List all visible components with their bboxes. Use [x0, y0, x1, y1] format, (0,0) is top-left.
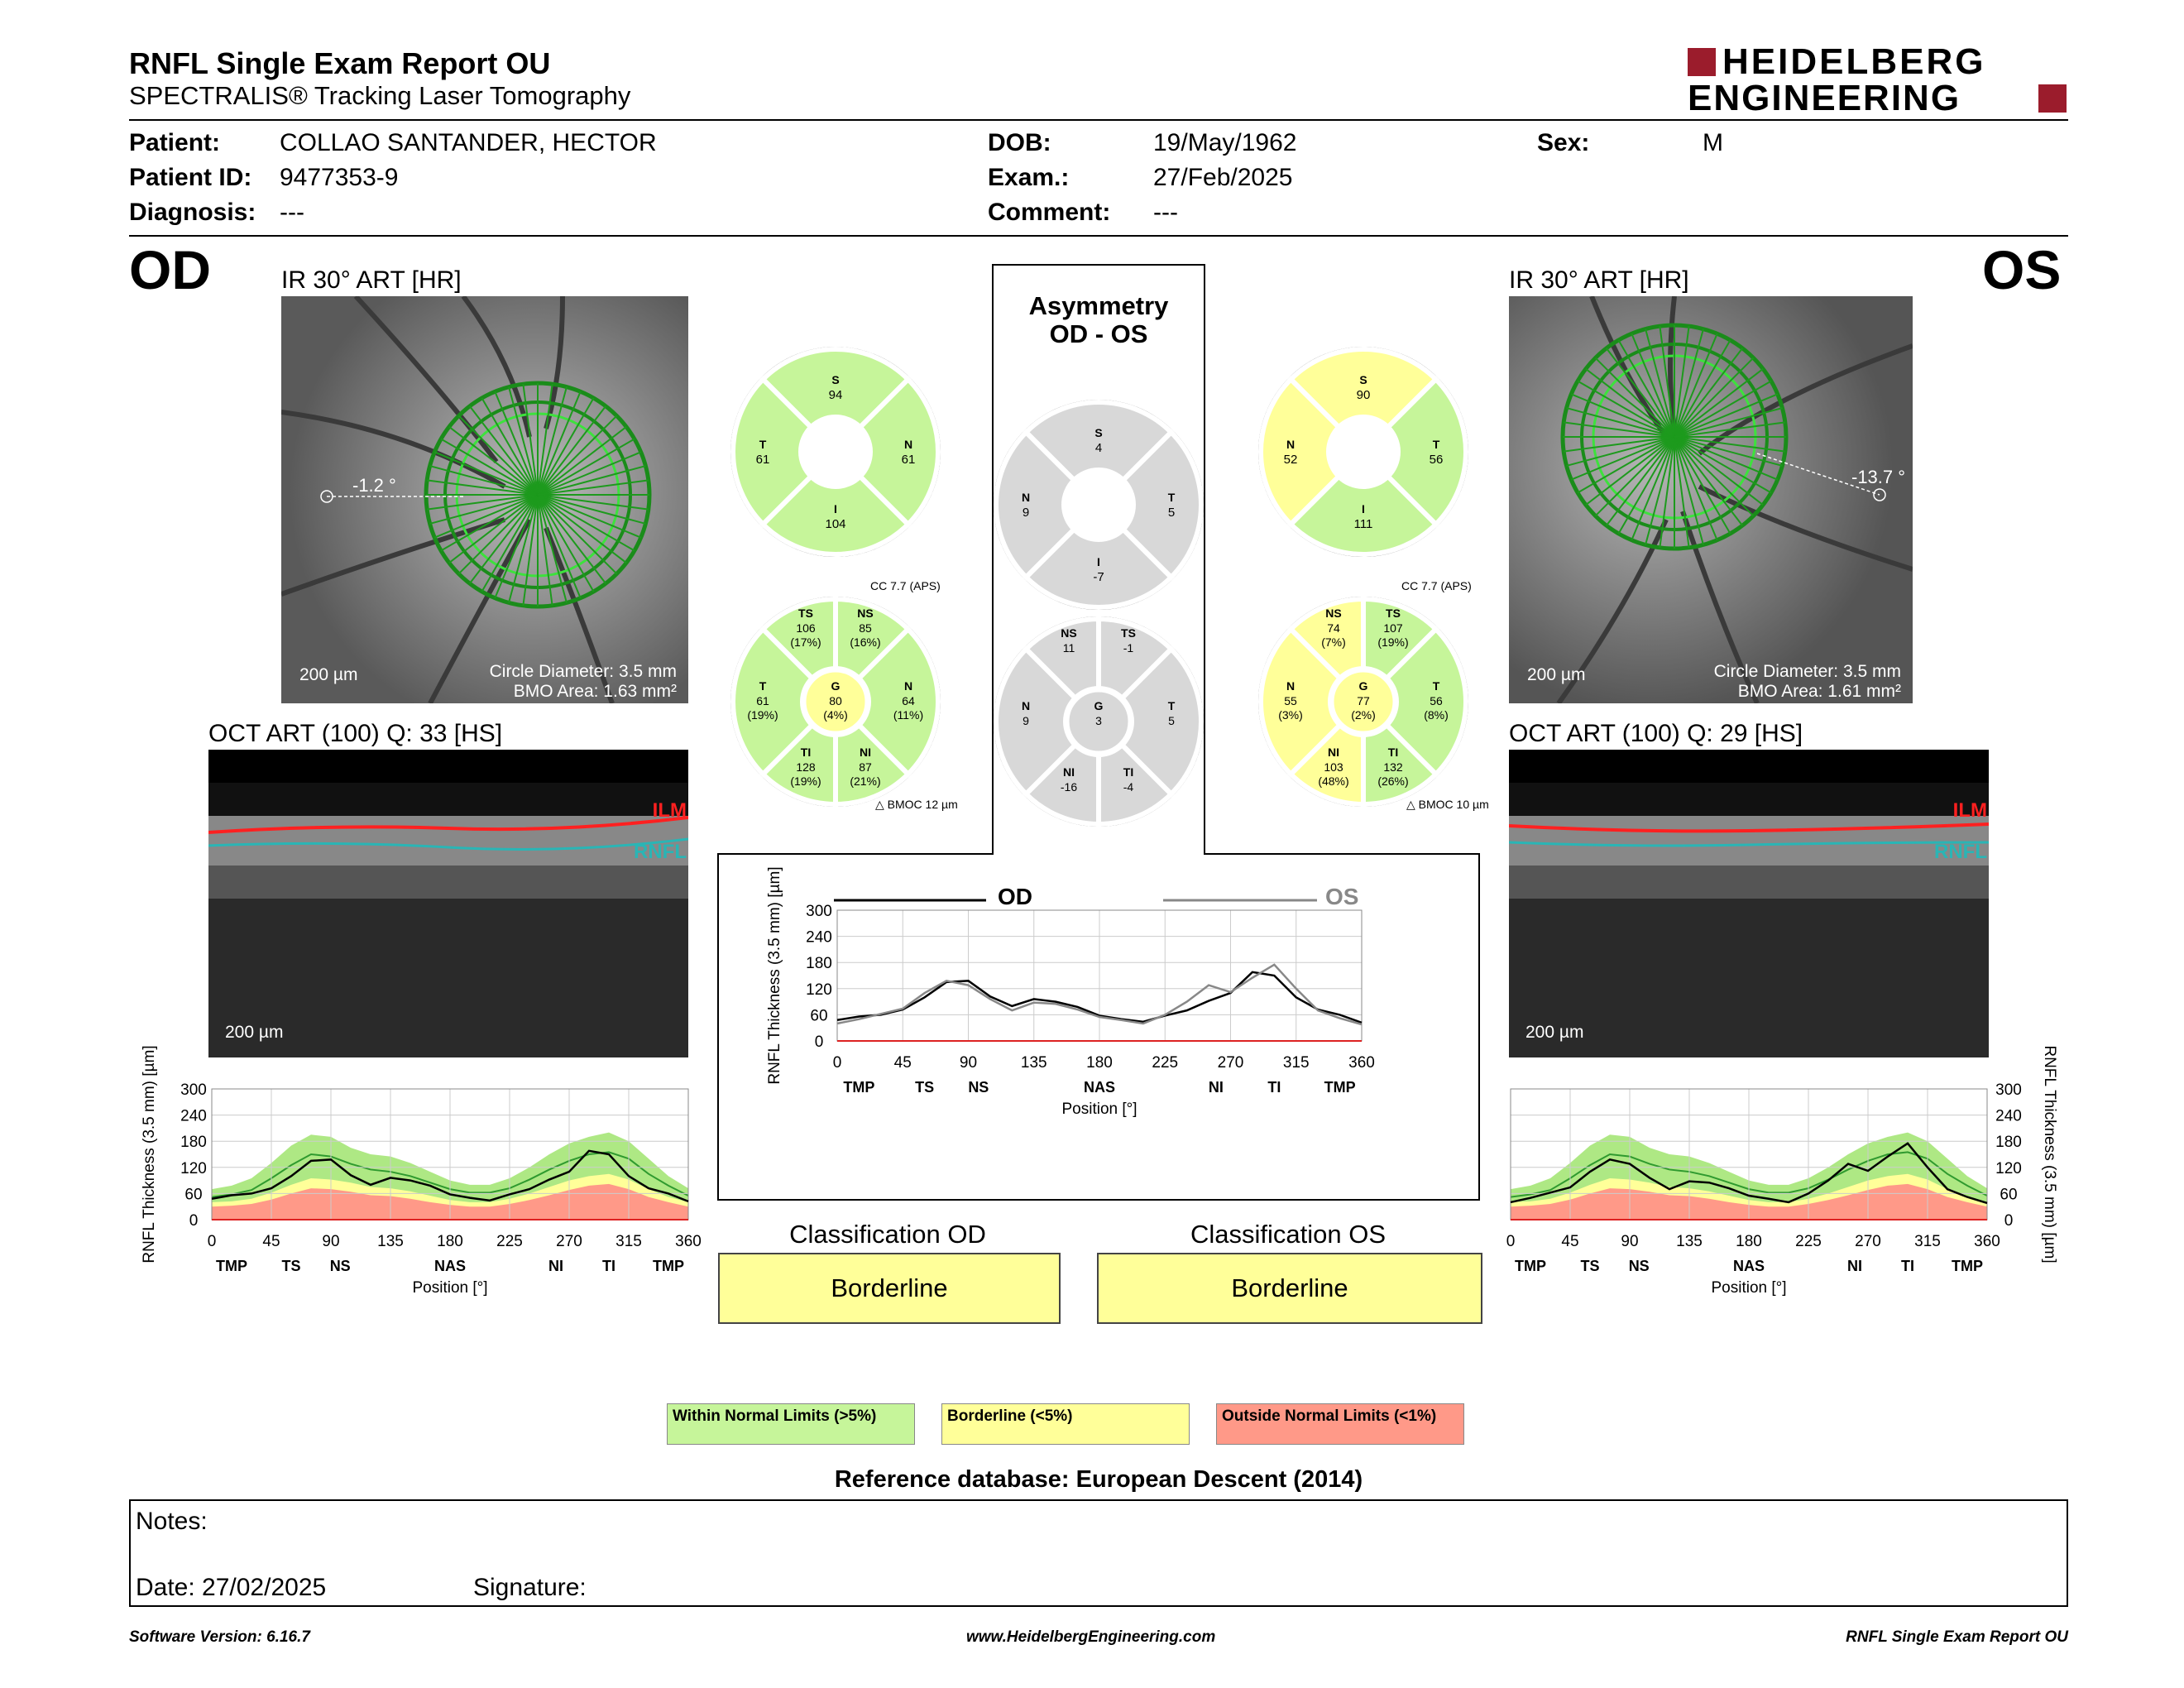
x-tick-label: 45 — [893, 1054, 912, 1072]
os-seven-sector-sector-value: 107 — [1383, 621, 1403, 635]
classification-od-box: Borderline — [718, 1253, 1061, 1324]
x-tick-label: 225 — [1152, 1054, 1179, 1072]
asym-seven-sector-sector-name: NS — [1061, 626, 1077, 640]
x-tick-label: 315 — [1914, 1233, 1941, 1250]
y-tick-label: 180 — [1995, 1134, 2022, 1152]
region-label: TS — [281, 1258, 301, 1274]
os-angle: -13.7 ° — [1851, 467, 1906, 487]
od-seven-sector-sector-value: (21%) — [850, 774, 881, 788]
footer-website: www.HeidelbergEngineering.com — [966, 1628, 1216, 1646]
region-label: NS — [329, 1258, 351, 1274]
asym-seven-sector-sector-name: G — [1094, 699, 1104, 712]
y-tick-label: 300 — [1995, 1081, 2022, 1099]
y-tick-label: 120 — [806, 981, 832, 999]
x-tick-label: 180 — [437, 1233, 463, 1250]
os-seven-sector-sector-value: (8%) — [1424, 708, 1449, 722]
y-tick-label: 240 — [806, 928, 832, 947]
region-label: NI — [548, 1258, 563, 1274]
od-seven-sector-sector-name: G — [831, 679, 841, 693]
os-seven-sector-sector-value: 77 — [1357, 694, 1370, 707]
region-label: TI — [1901, 1258, 1914, 1274]
od-oct-scale: 200 µm — [225, 1023, 284, 1042]
asym-six-sector-sector-name: S — [1094, 426, 1103, 439]
os-six-sector-sector-value: 52 — [1283, 453, 1298, 467]
od-eye-label: OD — [129, 239, 211, 300]
asym-seven-sector-sector-value: -4 — [1123, 780, 1134, 794]
od-seven-sector-sector-value: (19%) — [747, 708, 778, 722]
region-label: TMP — [1515, 1258, 1546, 1274]
od-bmo-area: BMO Area: 1.63 mm² — [513, 682, 677, 701]
x-tick-label: 135 — [377, 1233, 404, 1250]
x-tick-label: 225 — [1795, 1233, 1822, 1250]
region-label: TMP — [216, 1258, 247, 1274]
od-seven-sector-sector-name: TI — [800, 746, 812, 759]
y-tick-label: 180 — [180, 1134, 207, 1152]
od-seven-sector-sector-value: 128 — [796, 760, 816, 774]
region-label: TI — [602, 1258, 615, 1274]
x-tick-label: 270 — [1217, 1054, 1244, 1072]
os-ilm-label: ILM — [1952, 799, 1987, 822]
y-axis-label: RNFL Thickness (3.5 mm) [µm] — [766, 866, 783, 1085]
os-seven-sector-sector-value: (48%) — [1318, 774, 1349, 788]
os-six-sector-sector-value: 111 — [1353, 517, 1373, 531]
asym-title-1: Asymmetry — [1028, 291, 1169, 320]
diagnosis-value: --- — [280, 199, 304, 226]
os-seven-sector-sector-name: NS — [1325, 607, 1342, 620]
od-seven-sector-sector-value: (4%) — [823, 708, 848, 722]
os-seven-sector-sector-value: (19%) — [1377, 635, 1409, 649]
patient-id-label: Patient ID: — [129, 164, 252, 191]
od-seven-sector-sector-value: 87 — [859, 760, 872, 774]
x-tick-label: 180 — [1736, 1233, 1762, 1250]
logo-text-1: HEIDELBERG — [1722, 41, 1986, 82]
x-tick-label: 225 — [496, 1233, 523, 1250]
center-os-label: OS — [1325, 884, 1359, 909]
asym-seven-sector-sector-value: 3 — [1095, 714, 1102, 727]
notes-label: Notes: — [136, 1508, 208, 1535]
os-seven-sector-sector-value: (3%) — [1278, 708, 1303, 722]
asym-seven-sector-sector-name: TI — [1123, 765, 1134, 779]
od-seven-sector-sector-value: (19%) — [790, 774, 821, 788]
report-subtitle: SPECTRALIS® Tracking Laser Tomography — [129, 81, 631, 110]
x-tick-label: 90 — [1621, 1233, 1639, 1250]
logo-text-2: ENGINEERING — [1688, 78, 1961, 118]
os-seven-sector-sector-name: TS — [1386, 607, 1401, 620]
reference-database: Reference database: European Descent (2014) — [834, 1466, 1363, 1493]
od-seven-sector-sector-value: 64 — [902, 694, 915, 707]
os-seven-sector-sector-value: 132 — [1383, 760, 1403, 774]
od-seven-sector-sector-name: TS — [798, 607, 813, 620]
os-circle-diameter: Circle Diameter: 3.5 mm — [1713, 662, 1901, 681]
region-label: NAS — [433, 1258, 467, 1274]
od-seven-sector-sector-value: 80 — [829, 694, 842, 707]
y-tick-label: 0 — [814, 1033, 824, 1051]
os-seven-sector-sector-name: TI — [1387, 746, 1399, 759]
notes-box — [129, 1499, 2068, 1607]
os-six-sector-sector-name: T — [1432, 438, 1440, 451]
x-tick-label: 360 — [1348, 1054, 1375, 1072]
region-label: TI — [1267, 1079, 1281, 1096]
x-axis-label: Position [°] — [1711, 1279, 1787, 1297]
asym-six-sector-sector-value: 4 — [1094, 441, 1103, 455]
classification-os-box: Borderline — [1097, 1253, 1482, 1324]
y-tick-label: 240 — [180, 1107, 207, 1125]
asym-seven-sector-sector-name: NI — [1063, 765, 1075, 779]
od-six-sector-sector-value: 104 — [825, 517, 846, 531]
y-tick-label: 180 — [806, 955, 832, 973]
os-eye-label: OS — [1982, 239, 2062, 300]
os-six-sector-sector-name: I — [1362, 502, 1365, 516]
os-ir-title: IR 30° ART [HR] — [1509, 266, 1689, 294]
region-label: NI — [1208, 1079, 1224, 1096]
asym-six-sector-sector-value: -7 — [1093, 570, 1104, 584]
x-tick-label: 315 — [615, 1233, 642, 1250]
y-tick-label: 120 — [180, 1159, 207, 1177]
os-bmo-area: BMO Area: 1.61 mm² — [1737, 682, 1901, 701]
asym-title-2: OD - OS — [1049, 319, 1148, 348]
y-tick-label: 60 — [184, 1186, 203, 1204]
sex-label: Sex: — [1537, 129, 1590, 156]
asym-six-sector-sector-value: 5 — [1167, 506, 1176, 520]
od-seven-sector-sector-name: N — [903, 679, 913, 693]
asym-seven-sector-sector-value: 9 — [1023, 714, 1029, 727]
od-six-sector-sector-name: S — [831, 373, 840, 386]
os-seven-sector-sector-name: NI — [1328, 746, 1339, 759]
os-seven-sector-sector-name: G — [1358, 679, 1368, 693]
od-seven-sector-sector-value: (11%) — [893, 708, 924, 722]
notes-date: Date: 27/02/2025 — [136, 1574, 327, 1601]
y-axis-label: RNFL Thickness (3.5 mm) [µm] — [2041, 1045, 2058, 1264]
od-seven-sector-sector-name: T — [759, 679, 767, 693]
os-six-sector-sector-name: S — [1359, 373, 1367, 386]
os-oct-title: OCT ART (100) Q: 29 [HS] — [1509, 720, 1803, 747]
os-oct-scale: 200 µm — [1525, 1023, 1584, 1042]
x-tick-label: 360 — [1974, 1233, 2000, 1250]
od-seven-sector-sector-name: NI — [860, 746, 871, 759]
asym-six-sector-sector-name: T — [1167, 491, 1176, 504]
x-tick-label: 270 — [1855, 1233, 1881, 1250]
asym-seven-sector-sector-name: N — [1021, 699, 1031, 712]
classification-os-title: Classification OS — [1190, 1220, 1387, 1249]
dob-label: DOB: — [988, 129, 1051, 156]
asym-seven-sector-sector-name: T — [1167, 699, 1176, 712]
asym-seven-sector-sector-value: -16 — [1060, 780, 1078, 794]
os-seven-sector-sector-value: (7%) — [1321, 635, 1346, 649]
os-seven-sector-sector-value: 74 — [1327, 621, 1340, 635]
od-ilm-label: ILM — [652, 799, 687, 822]
x-tick-label: 135 — [1020, 1054, 1047, 1072]
y-tick-label: 0 — [189, 1212, 199, 1230]
od-rnfl-label: RNFL — [634, 841, 687, 863]
x-tick-label: 315 — [1282, 1054, 1310, 1072]
region-label: TS — [1580, 1258, 1600, 1274]
od-seven-sector-sector-value: (17%) — [790, 635, 821, 649]
sex-value: M — [1703, 129, 1723, 156]
y-tick-label: 120 — [1995, 1159, 2022, 1177]
region-label: NAS — [1732, 1258, 1765, 1274]
od-angle: -1.2 ° — [352, 475, 396, 496]
diagnosis-label: Diagnosis: — [129, 199, 256, 226]
x-tick-label: 270 — [556, 1233, 582, 1250]
region-label: TMP — [1952, 1258, 1983, 1274]
x-tick-label: 0 — [832, 1054, 842, 1072]
center-od-label: OD — [998, 884, 1032, 909]
os-six-sector-sector-value: 90 — [1356, 388, 1371, 402]
od-seven-sector-sector-value: 61 — [756, 694, 769, 707]
os-seven-sector-sector-value: 56 — [1430, 694, 1443, 707]
legend-within: Within Normal Limits (>5%) — [667, 1403, 915, 1445]
od-seven-sector-sector-value: 85 — [859, 621, 872, 635]
dob-value: 19/May/1962 — [1153, 129, 1297, 156]
x-axis-label: Position [°] — [1061, 1101, 1138, 1118]
y-tick-label: 0 — [2004, 1212, 2014, 1230]
y-tick-label: 300 — [806, 903, 832, 920]
notes-signature: Signature: — [473, 1574, 587, 1601]
asym-six-sector-sector-name: I — [1097, 555, 1100, 568]
od-seven-sector-sector-name: NS — [857, 607, 874, 620]
x-tick-label: 0 — [1506, 1233, 1516, 1250]
os-seven-sector-sector-value: (2%) — [1351, 708, 1376, 722]
os-six-sector-sector-value: 56 — [1429, 453, 1444, 467]
od-circle-diameter: Circle Diameter: 3.5 mm — [489, 662, 677, 681]
os-bmoc-value: BMOC 10 µm — [1418, 798, 1489, 811]
asym-seven-sector-sector-name: TS — [1121, 626, 1136, 640]
legend-outside: Outside Normal Limits (<1%) — [1216, 1403, 1464, 1445]
y-tick-label: 240 — [1995, 1107, 2022, 1125]
os-bmoc-label: △ BMOC 10 µm — [1406, 798, 1489, 811]
os-seven-sector-sector-value: (26%) — [1377, 774, 1409, 788]
os-rnfl-label: RNFL — [1934, 841, 1987, 863]
asym-seven-sector-sector-value: 11 — [1062, 641, 1075, 655]
comment-value: --- — [1153, 199, 1178, 226]
asym-seven-sector-sector-value: -1 — [1123, 641, 1134, 655]
y-tick-label: 60 — [2000, 1186, 2018, 1204]
region-label: NI — [1847, 1258, 1862, 1274]
od-seven-sector-sector-value: 106 — [796, 621, 816, 635]
patient-name: COLLAO SANTANDER, HECTOR — [280, 129, 657, 156]
region-label: NAS — [1083, 1079, 1116, 1096]
x-tick-label: 90 — [959, 1054, 978, 1072]
od-six-sector-sector-value: 94 — [828, 388, 843, 402]
od-seven-sector-sector-value: (16%) — [850, 635, 881, 649]
x-tick-label: 90 — [322, 1233, 340, 1250]
od-oct-title: OCT ART (100) Q: 33 [HS] — [208, 720, 503, 747]
od-six-sector-sector-value: 61 — [901, 453, 916, 467]
os-six-sector-sector-name: N — [1286, 438, 1296, 451]
x-tick-label: 45 — [262, 1233, 280, 1250]
y-tick-label: 60 — [810, 1007, 828, 1025]
od-six-sector-sector-value: 61 — [755, 453, 770, 467]
footer-report-name: RNFL Single Exam Report OU — [1846, 1628, 2068, 1646]
region-label: TMP — [653, 1258, 684, 1274]
os-seven-sector-sector-name: N — [1286, 679, 1296, 693]
asym-six-sector-sector-name: N — [1021, 491, 1031, 504]
patient-id: 9477353-9 — [280, 164, 399, 191]
od-bmoc-label: △ BMOC 12 µm — [875, 798, 958, 811]
od-cc-label: CC 7.7 (APS) — [870, 579, 941, 592]
od-six-sector-sector-name: N — [903, 438, 913, 451]
os-seven-sector-sector-value: 55 — [1284, 694, 1297, 707]
x-axis-label: Position [°] — [412, 1279, 488, 1297]
asym-seven-sector-sector-value: 5 — [1168, 714, 1175, 727]
asym-six-sector-sector-value: 9 — [1022, 506, 1030, 520]
classification-od-title: Classification OD — [789, 1220, 986, 1249]
od-ir-title: IR 30° ART [HR] — [281, 266, 462, 294]
exam-label: Exam.: — [988, 164, 1070, 191]
os-seven-sector-sector-name: T — [1432, 679, 1440, 693]
x-tick-label: 180 — [1086, 1054, 1113, 1072]
region-label: TMP — [1324, 1079, 1356, 1096]
x-tick-label: 0 — [207, 1233, 217, 1250]
report-title: RNFL Single Exam Report OU — [129, 46, 551, 80]
os-cc-label: CC 7.7 (APS) — [1401, 579, 1472, 592]
os-ir-scale: 200 µm — [1527, 665, 1586, 684]
region-label: NS — [968, 1079, 989, 1096]
x-tick-label: 360 — [675, 1233, 702, 1250]
y-tick-label: 300 — [180, 1081, 207, 1099]
legend-borderline: Borderline (<5%) — [941, 1403, 1190, 1445]
region-label: TMP — [843, 1079, 875, 1096]
od-bmoc-value: BMOC 12 µm — [887, 798, 958, 811]
x-tick-label: 45 — [1561, 1233, 1579, 1250]
region-label: NS — [1628, 1258, 1650, 1274]
comment-label: Comment: — [988, 199, 1111, 226]
y-axis-label: RNFL Thickness (3.5 mm) [µm] — [141, 1045, 158, 1264]
region-label: TS — [915, 1079, 935, 1096]
od-ir-scale: 200 µm — [299, 665, 358, 684]
patient-label: Patient: — [129, 129, 221, 156]
exam-value: 27/Feb/2025 — [1153, 164, 1293, 191]
footer-software-version: Software Version: 6.16.7 — [129, 1628, 310, 1646]
os-seven-sector-sector-value: 103 — [1324, 760, 1343, 774]
x-tick-label: 135 — [1676, 1233, 1703, 1250]
od-six-sector-sector-name: T — [759, 438, 767, 451]
od-six-sector-sector-name: I — [834, 502, 837, 516]
